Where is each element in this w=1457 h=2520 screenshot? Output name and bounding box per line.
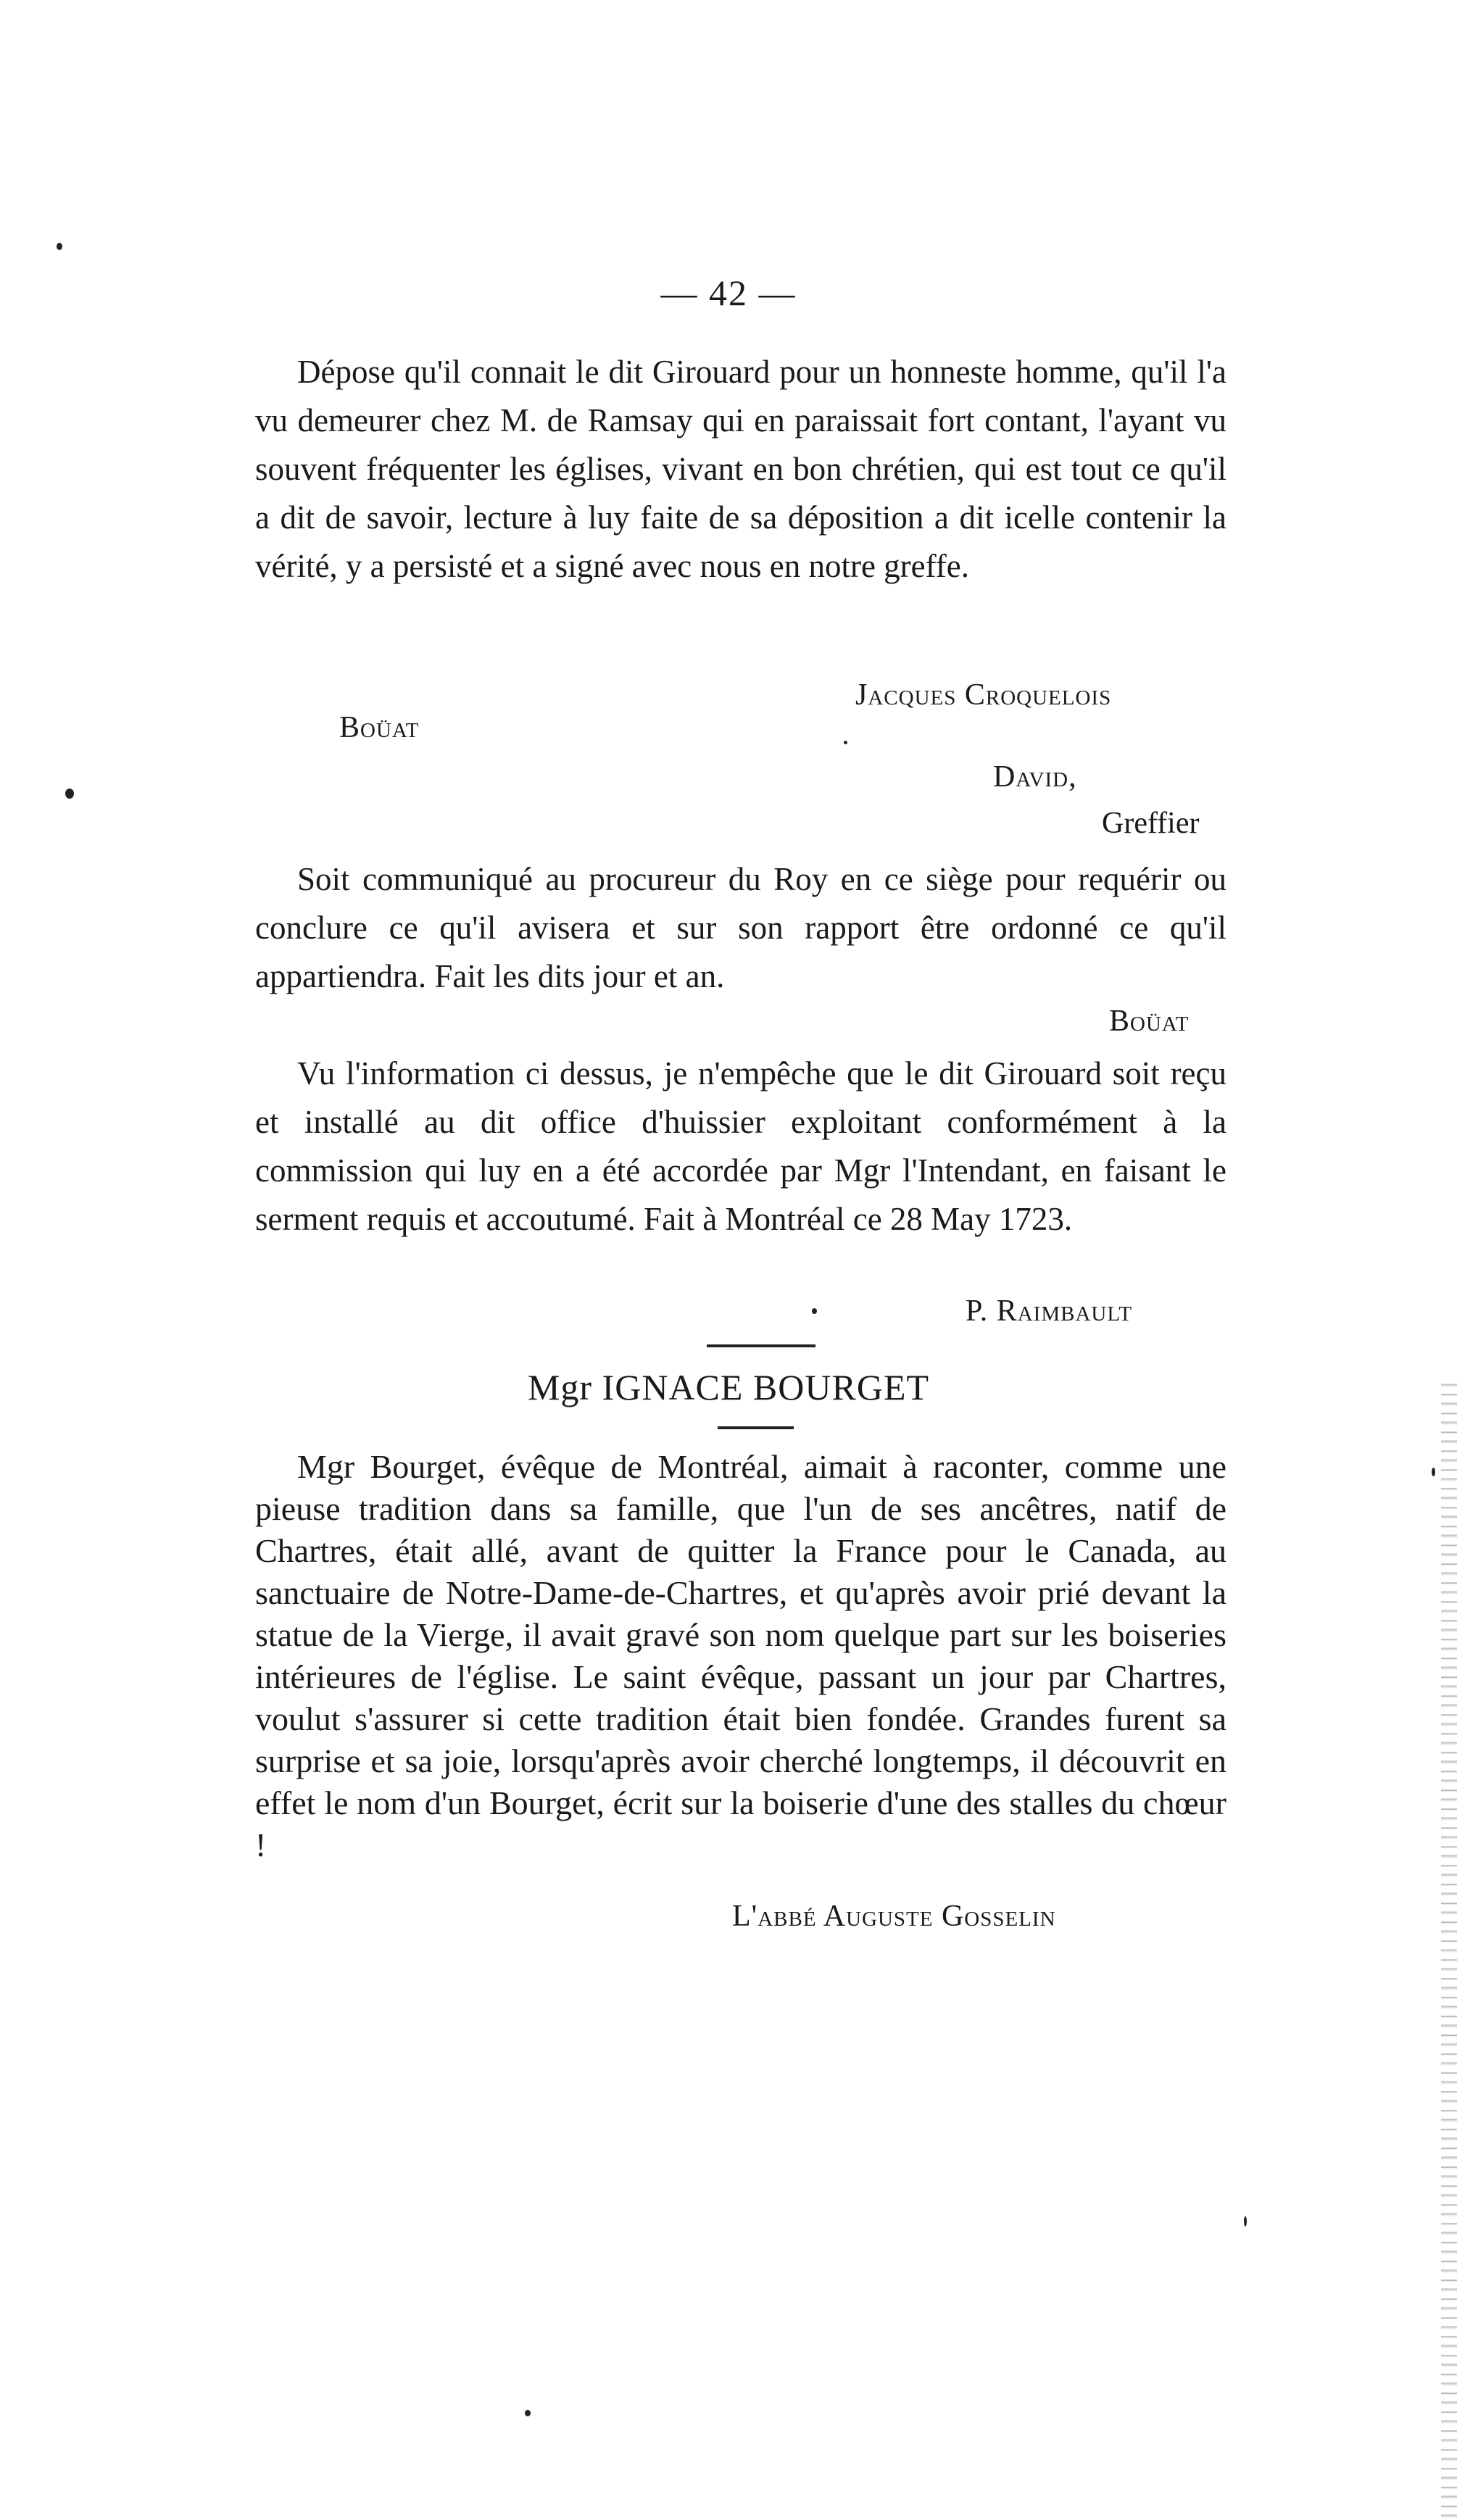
heading-underline — [718, 1426, 794, 1429]
scan-speck — [57, 243, 62, 250]
deposition-text — [255, 348, 1226, 591]
scan-edge-noise — [1441, 1377, 1457, 2520]
section-heading: Mgr IGNACE BOURGET — [527, 1367, 930, 1407]
signature-greffier-title: Greffier — [1102, 807, 1200, 840]
scan-speck — [1432, 1468, 1435, 1476]
scan-speck — [65, 789, 74, 799]
bourget-text — [255, 1446, 1226, 1866]
scan-speck — [1244, 2216, 1247, 2226]
order-paragraph: Soit communiqué au procureur du Roy en ce siège pour requérir ou conclure ce qu'il avisera et sur son rapport être ordonné ce qu'il appartiendra. Fait les dits jour et an. — [255, 861, 1226, 994]
bourget-paragraph: Mgr Bourget, évêque de Montréal, aimait à raconter, comme une pieuse tradition dans sa famille, que l'un de ses ancêtres, natif de Chartres, était allé, avant de quitter la France pour le Canada, au sanctuaire de Notre-Dame-de-Chartres, et qu'après avoir prié devant la statue de la Vierge, il avait gravé son nom quelque part sur les boiseries intérieures de l'église. Le saint évêque, passant un jour par Chartres, voulut s'assurer si cette tradition était bien fondée. Grandes furent sa surprise et sa joie, lorsqu'après avoir cherché longtemps, il découvrit en effet le nom d'un Bourget, écrit sur la boiserie d'une des stalles du chœur ! — [255, 1448, 1226, 1863]
order-text — [255, 855, 1226, 1001]
ruling-paragraph: Vu l'information ci dessus, je n'empêche que le dit Girouard soit reçu et installé au dit office d'huissier exploitant conformément à la commission qui luy en a été accordée par Mgr l'Intendant, en faisant le serment requis et accoutumé. Fait à Montréal ce 28 May 1723. — [255, 1055, 1226, 1237]
signature-croquelois: Jacques Croquelois — [855, 678, 1112, 712]
signature-raimbault: P. Raimbault — [966, 1294, 1133, 1328]
signature-gosselin: L'abbé Auguste Gosselin — [732, 1900, 1056, 1933]
ruling-text — [255, 1049, 1226, 1244]
scan-speck — [525, 2410, 531, 2416]
signature-bouat-2: Boüat — [1109, 1005, 1190, 1038]
deposition-paragraph: Dépose qu'il connait le dit Girouard pour un honneste homme, qu'il l'a vu demeurer chez M. de Ramsay qui en paraissait fort contant, l'ayant vu souvent fréquenter les églises, vivant en bon chrétien, qui est tout ce qu'il a dit de savoir, lecture à luy faite de sa déposition a dit icelle contenir la vérité, y a persisté et a signé avec nous en notre greffe. — [255, 354, 1226, 584]
scan-speck — [812, 1308, 817, 1314]
scan-speck — [844, 741, 847, 744]
section-divider — [707, 1344, 815, 1347]
signature-bouat-1: Boüat — [339, 711, 420, 744]
signature-david: David, — [993, 760, 1077, 794]
page-number: — 42 — — [660, 273, 797, 313]
